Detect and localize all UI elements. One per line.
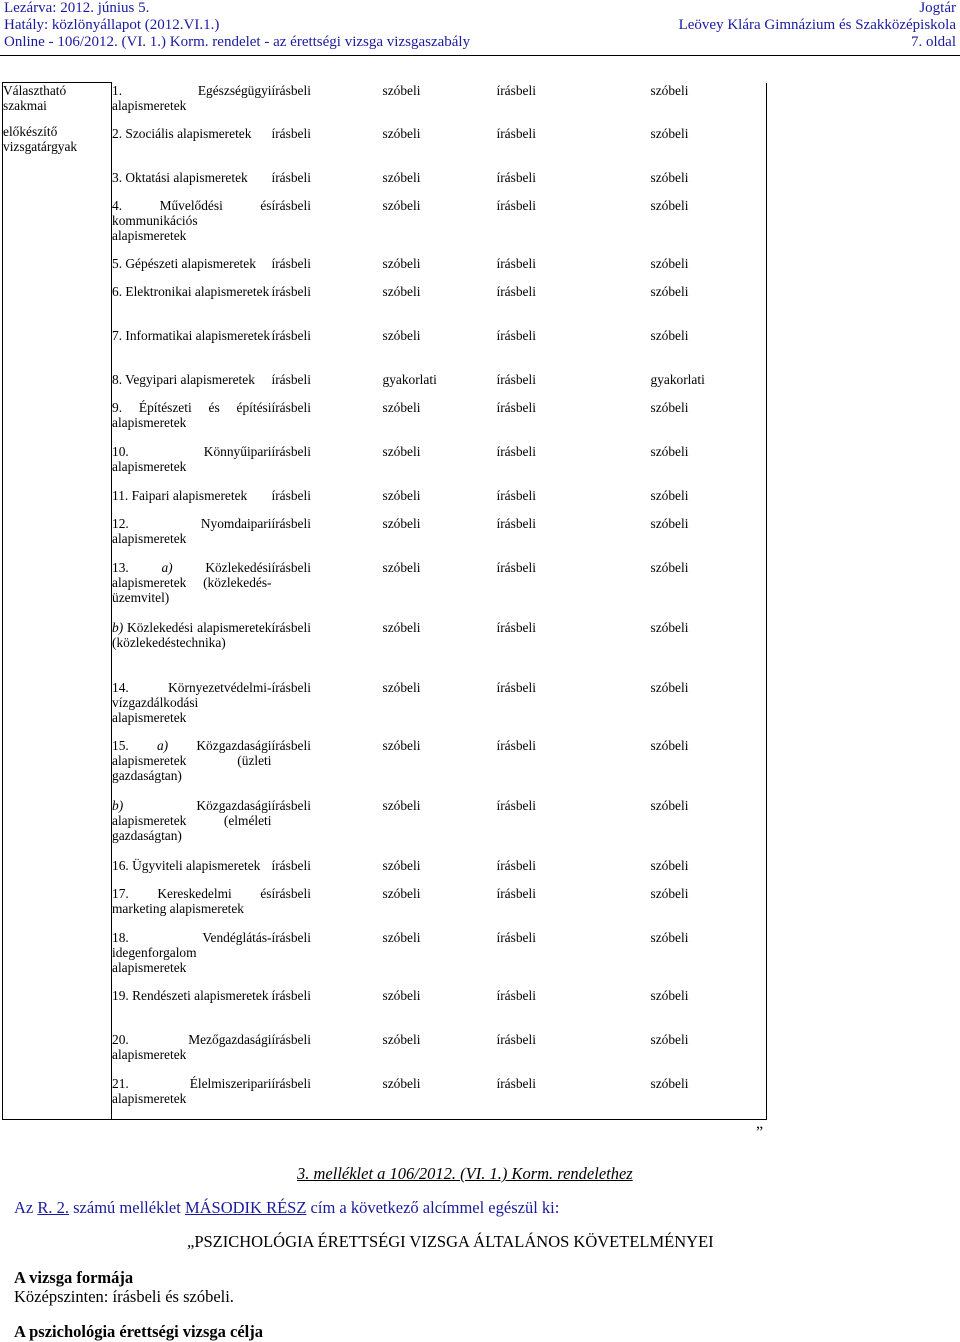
exam-type-cell: szóbeli	[651, 83, 767, 126]
exam-type-cell: szóbeli	[651, 488, 767, 516]
exam-type-cell: szóbeli	[382, 169, 421, 185]
exam-subjects-table	[2, 82, 767, 1120]
subject-name: 18. Vendéglátás-idegenforgalom alapismeretek	[112, 929, 272, 976]
table-row	[3, 798, 767, 858]
exam-type-cell: írásbeli	[271, 327, 311, 343]
exam-type-cell: írásbeli	[271, 885, 311, 901]
subject-name-italic: b)	[112, 619, 124, 635]
subject-cell	[112, 372, 272, 400]
exam-type-cell: szóbeli	[651, 858, 767, 886]
header-left	[4, 0, 470, 51]
table-row	[3, 488, 767, 516]
exam-type-cell: szóbeli	[651, 1032, 767, 1076]
exam-type-cell: szóbeli	[651, 126, 767, 170]
table-row	[3, 126, 767, 170]
subject-name: 12. Nyomdaipari alapismeretek	[112, 515, 272, 546]
exam-type-cell: szóbeli	[651, 516, 767, 560]
exam-type-cell: írásbeli	[271, 125, 311, 141]
exam-type-cell: szóbeli	[651, 560, 767, 620]
subject-name: 1. Egészségügyi alapismeretek	[112, 82, 272, 113]
subject-name-italic: b)	[112, 797, 124, 813]
exam-type-cell: írásbeli	[497, 1076, 651, 1120]
exam-type-cell: szóbeli	[651, 256, 767, 284]
subject-name: 14. Környezetvédelmi-vízgazdálkodási alapismeretek	[112, 679, 272, 726]
subject-name: 19. Rendészeti alapismeretek	[112, 987, 269, 1003]
exam-type-cell: szóbeli	[651, 284, 767, 328]
exam-type-cell: írásbeli	[271, 283, 311, 299]
category-cell	[3, 83, 112, 1120]
exam-type-cell: írásbeli	[496, 197, 536, 213]
category-label-line2: előkészítő vizsgatárgyak	[3, 123, 78, 155]
subject-cell	[112, 560, 272, 620]
subject-cell	[112, 126, 272, 170]
exam-type-cell: szóbeli	[382, 197, 421, 213]
subject-name: 7. Informatikai alapismeretek	[112, 327, 271, 343]
exam-type-cell: írásbeli	[271, 443, 311, 459]
subject-cell	[112, 170, 272, 198]
table-row	[3, 886, 767, 930]
subject-name: 10. Könnyűipari alapismeretek	[112, 443, 272, 474]
exam-type-cell: írásbeli	[496, 679, 536, 695]
exam-type-cell: írásbeli	[271, 619, 311, 635]
subject-cell	[112, 444, 272, 488]
exam-type-cell: szóbeli	[382, 857, 421, 873]
exam-type-cell: írásbeli	[271, 371, 311, 387]
exam-type-cell: írásbeli	[496, 125, 536, 141]
table-row	[3, 1076, 767, 1120]
table-row	[3, 858, 767, 886]
subject-name: 2. Szociális alapismeretek	[112, 125, 252, 141]
amendment-prefix: Az	[14, 1198, 38, 1217]
exam-type-cell: írásbeli	[496, 797, 536, 813]
exam-form-heading: A vizsga formája	[14, 1268, 134, 1287]
exam-subjects-table-body	[3, 83, 767, 1120]
exam-type-cell: szóbeli	[382, 82, 421, 98]
section-title: „PSZICHOLÓGIA ÉRETTSÉGI VIZSGA ÁLTALÁNOS KÖVETELMÉNYEI	[187, 1232, 714, 1251]
table-row	[3, 170, 767, 198]
table-row	[3, 1032, 767, 1076]
subject-name-rest: Közlekedési alapismeretek (közlekedés-üzemvitel)	[112, 559, 272, 606]
exam-type-cell: írásbeli	[496, 283, 536, 299]
subject-cell	[112, 488, 272, 516]
exam-type-cell: szóbeli	[382, 327, 421, 343]
exam-type-cell: írásbeli	[496, 559, 536, 575]
subject-name: 21. Élelmiszeripari alapismeretek	[112, 1075, 272, 1106]
subject-name: 8. Vegyipari alapismeretek	[112, 371, 255, 387]
table-row	[3, 738, 767, 798]
table-row	[3, 560, 767, 620]
exam-type-cell: írásbeli	[271, 197, 311, 213]
subject-cell	[112, 1032, 272, 1076]
table-row	[3, 988, 767, 1032]
exam-type-cell: írásbeli	[496, 619, 536, 635]
subject-cell	[112, 83, 272, 126]
exam-form-text: Középszinten: írásbeli és szóbeli.	[14, 1287, 234, 1306]
exam-type-cell: szóbeli	[383, 1076, 497, 1120]
exam-type-cell: szóbeli	[651, 170, 767, 198]
exam-type-cell: írásbeli	[271, 929, 311, 945]
exam-type-cell: szóbeli	[651, 1076, 767, 1120]
exam-type-cell: írásbeli	[271, 255, 311, 271]
exam-type-cell: írásbeli	[496, 82, 536, 98]
exam-type-cell: írásbeli	[271, 797, 311, 813]
exam-type-cell: szóbeli	[651, 930, 767, 988]
subject-cell	[112, 1076, 272, 1120]
exam-type-cell: írásbeli	[496, 399, 536, 415]
exam-type-cell: szóbeli	[382, 987, 421, 1003]
category-label-line1: Választható szakmai	[3, 83, 67, 114]
table-row	[3, 680, 767, 738]
header-brand: Jogtár	[919, 0, 956, 16]
table-row	[3, 516, 767, 560]
header-effect-state: Hatály: közlönyállapot (2012.VI.1.)	[4, 17, 220, 33]
header-closed-date: Lezárva: 2012. június 5.	[4, 0, 150, 16]
exam-type-cell: írásbeli	[496, 737, 536, 753]
closing-quote: ”	[756, 1124, 764, 1141]
table-row	[3, 83, 767, 126]
subject-cell	[112, 256, 272, 284]
subject-name: 6. Elektronikai alapismeretek	[112, 283, 270, 299]
subject-cell	[112, 680, 272, 738]
exam-type-cell: szóbeli	[651, 620, 767, 680]
annex-title: 3. melléklet a 106/2012. (VI. 1.) Korm. rendelethez	[297, 1164, 633, 1183]
table-row	[3, 198, 767, 256]
subject-name-italic: a)	[156, 737, 169, 753]
exam-type-cell: szóbeli	[382, 797, 421, 813]
exam-type-cell: írásbeli	[271, 169, 311, 185]
amendment-link-regulation[interactable]: R. 2.	[37, 1198, 70, 1217]
exam-type-cell: szóbeli	[382, 399, 421, 415]
exam-type-cell: szóbeli	[651, 400, 767, 444]
amendment-mid: számú melléklet	[69, 1198, 185, 1217]
header-institution: Leövey Klára Gimnázium és Szakközépiskola	[678, 17, 956, 33]
exam-type-cell: szóbeli	[382, 619, 421, 635]
exam-type-cell: írásbeli	[271, 737, 311, 753]
exam-type-cell: írásbeli	[496, 169, 536, 185]
exam-type-cell: írásbeli	[271, 679, 311, 695]
exam-type-cell: írásbeli	[496, 255, 536, 271]
exam-type-cell: írásbeli	[271, 82, 311, 98]
exam-type-cell: írásbeli	[496, 987, 536, 1003]
subject-cell	[112, 738, 272, 798]
subject-cell	[112, 328, 272, 372]
exam-type-cell: szóbeli	[382, 559, 421, 575]
exam-type-cell: szóbeli	[651, 988, 767, 1032]
exam-type-cell: gyakorlati	[651, 372, 767, 400]
table-row	[3, 372, 767, 400]
exam-type-cell: gyakorlati	[382, 371, 437, 387]
exam-type-cell: szóbeli	[382, 679, 421, 695]
subject-name-rest: Közlekedési alapismeretek (közlekedéstechnika)	[112, 619, 272, 650]
exam-type-cell: szóbeli	[651, 328, 767, 372]
table-row	[3, 400, 767, 444]
exam-type-cell: szóbeli	[382, 255, 421, 271]
exam-type-cell: írásbeli	[496, 487, 536, 503]
subject-name: 3. Oktatási alapismeretek	[112, 169, 248, 185]
exam-goal-heading: A pszichológia érettségi vizsga célja	[14, 1322, 263, 1341]
table-row	[3, 444, 767, 488]
exam-type-cell: írásbeli	[496, 515, 536, 531]
exam-type-cell: írásbeli	[271, 1031, 311, 1047]
exam-type-cell: írásbeli	[271, 559, 311, 575]
exam-type-cell: írásbeli	[271, 399, 311, 415]
amendment-line	[14, 1198, 559, 1218]
exam-type-cell: szóbeli	[651, 738, 767, 798]
subject-name-italic: a)	[161, 559, 173, 575]
subject-cell	[112, 516, 272, 560]
table-row	[3, 328, 767, 372]
exam-type-cell: írásbeli	[271, 515, 311, 531]
table-row	[3, 284, 767, 328]
exam-type-cell: szóbeli	[382, 737, 421, 753]
exam-type-cell: írásbeli	[496, 929, 536, 945]
subject-name-rest: Közgazdasági alapismeretek (üzleti gazdaságtan)	[112, 737, 272, 784]
subject-name: 11. Faipari alapismeretek	[112, 487, 248, 503]
exam-type-cell: írásbeli	[496, 885, 536, 901]
exam-type-cell: szóbeli	[382, 487, 421, 503]
subject-cell	[112, 858, 272, 886]
exam-type-cell: írásbeli	[496, 371, 536, 387]
exam-type-cell: szóbeli	[382, 1031, 421, 1047]
subject-cell	[112, 798, 272, 858]
subject-name-prefix: 13.	[112, 559, 162, 575]
subject-name: 20. Mezőgazdasági alapismeretek	[112, 1031, 272, 1062]
table-row	[3, 256, 767, 284]
subject-cell	[112, 988, 272, 1032]
table-row	[3, 620, 767, 680]
header-document-title: Online - 106/2012. (VI. 1.) Korm. rendelet - az érettségi vizsga vizsgaszabály	[4, 34, 471, 50]
exam-type-cell: szóbeli	[651, 680, 767, 738]
exam-type-cell: szóbeli	[651, 798, 767, 858]
exam-type-cell: szóbeli	[651, 444, 767, 488]
header-page-number: 7. oldal	[911, 34, 956, 50]
subject-cell	[112, 198, 272, 256]
subject-cell	[112, 886, 272, 930]
exam-type-cell: szóbeli	[382, 443, 421, 459]
amendment-link-part[interactable]: MÁSODIK RÉSZ	[184, 1198, 307, 1217]
subject-name: 16. Ügyviteli alapismeretek	[112, 857, 261, 873]
subject-cell	[112, 284, 272, 328]
subject-cell	[112, 620, 272, 680]
exam-type-cell: szóbeli	[382, 125, 421, 141]
exam-type-cell: szóbeli	[382, 283, 421, 299]
subject-name: 5. Gépészeti alapismeretek	[112, 255, 256, 271]
subject-name: 4. Művelődési és kommunikációs alapismeretek	[112, 197, 272, 244]
subject-name: 17. Kereskedelmi és marketing alapismeretek	[112, 885, 272, 916]
header-divider	[0, 55, 960, 56]
subject-name-rest: Közgazdasági alapismeretek (elméleti gazdaságtan)	[112, 797, 272, 844]
amendment-suffix: cím a következő alcímmel egészül ki:	[306, 1198, 560, 1217]
table-row	[3, 930, 767, 988]
exam-type-cell: szóbeli	[382, 929, 421, 945]
subject-name: 9. Építészeti és építési alapismeretek	[112, 399, 272, 430]
exam-type-cell: írásbeli	[271, 987, 311, 1003]
exam-type-cell: szóbeli	[651, 886, 767, 930]
header-right	[679, 0, 956, 51]
subject-cell	[112, 930, 272, 988]
exam-type-cell: írásbeli	[496, 443, 536, 459]
exam-type-cell: írásbeli	[496, 1031, 536, 1047]
exam-type-cell: írásbeli	[496, 857, 536, 873]
exam-type-cell: írásbeli	[271, 857, 311, 873]
exam-type-cell: írásbeli	[496, 327, 536, 343]
exam-type-cell: szóbeli	[382, 885, 421, 901]
exam-type-cell: szóbeli	[651, 198, 767, 256]
exam-type-cell: írásbeli	[271, 487, 311, 503]
subject-name-prefix: 15.	[112, 737, 157, 753]
exam-type-cell: írásbeli	[272, 1076, 383, 1120]
exam-type-cell: szóbeli	[382, 515, 421, 531]
subject-cell	[112, 400, 272, 444]
